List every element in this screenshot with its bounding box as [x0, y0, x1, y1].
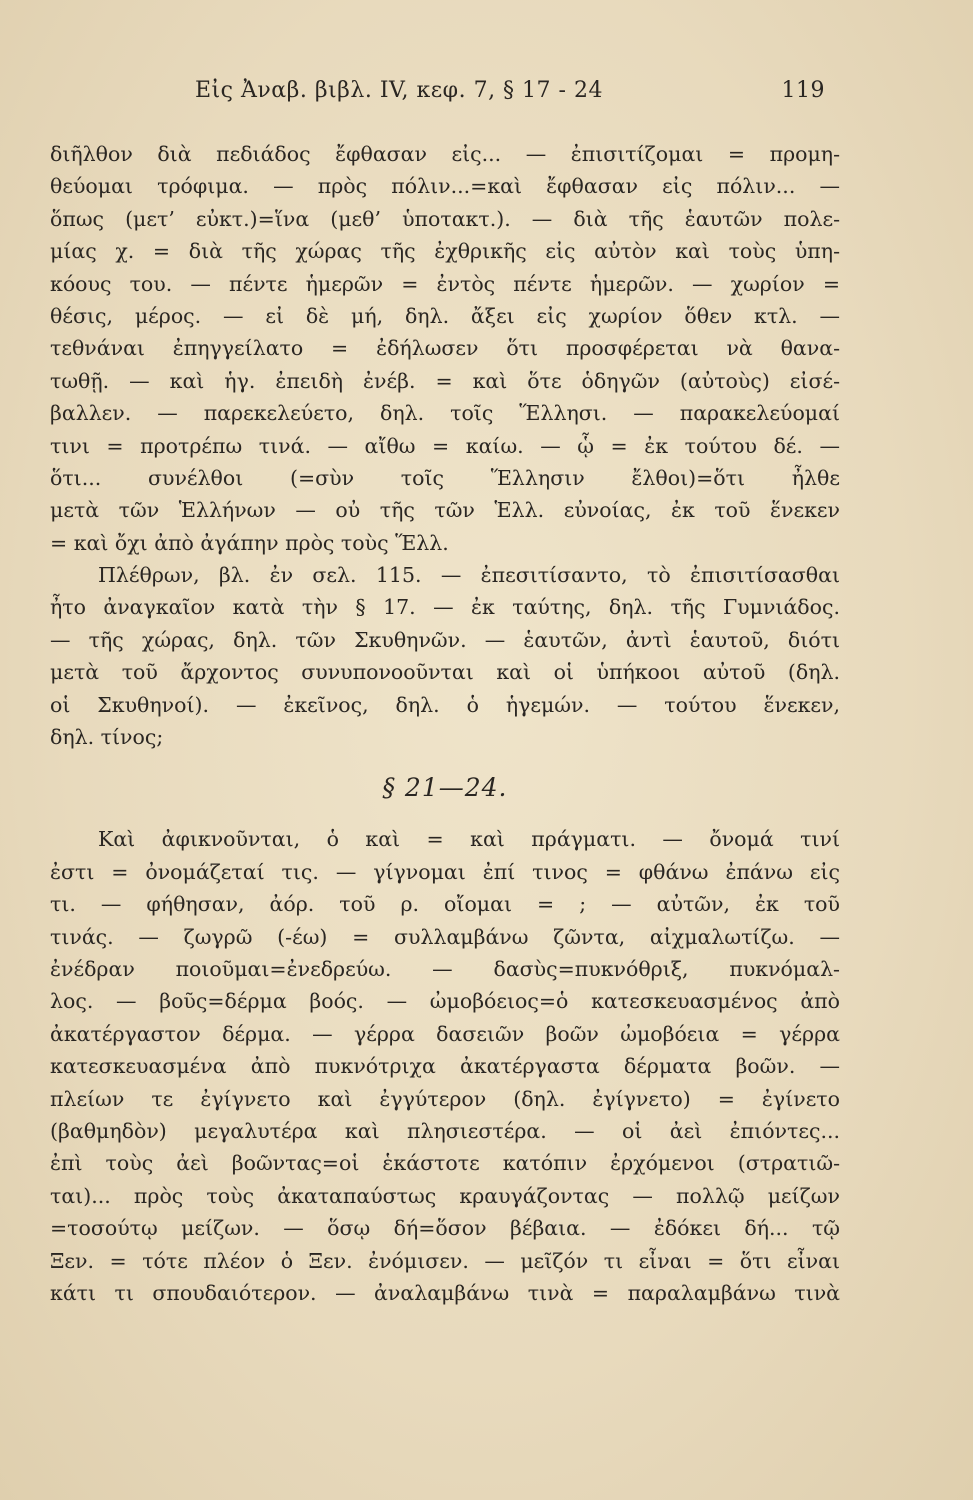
- text-line: μετὰ τοῦ ἄρχοντος συνυπονοοῦνται καὶ οἱ ὑπήκοοι αὐτοῦ (δηλ.: [50, 660, 840, 685]
- text-line: δηλ. τίνος;: [50, 725, 164, 750]
- text-line: βαλλεν. — παρεκελεύετο, δηλ. τοῖς Ἕλλησι. — παρακελεύομαί: [50, 401, 840, 426]
- text-line: κάτι τι σπουδαιότερον. — ἀναλαμβάνω τινὰ = παραλαμβάνω τινὰ: [50, 1280, 840, 1305]
- text-line: — τῆς χώρας, δηλ. τῶν Σκυθηνῶν. — ἑαυτῶν, ἀντὶ ἑαυτοῦ, διότι: [50, 627, 840, 652]
- text-line: ὅπως (μετ’ εὐκτ.)=ἵνα (μεθ’ ὑποτακτ.). — διὰ τῆς ἑαυτῶν πολε-: [50, 206, 840, 231]
- text-line: μίας χ. = διὰ τῆς χώρας τῆς ἐχθρικῆς εἰς αὐτὸν καὶ τοὺς ὑπη-: [50, 239, 840, 264]
- text-line: τωθῇ. — καὶ ἡγ. ἐπειδὴ ἐνέβ. = καὶ ὅτε ὁδηγῶν (αὐτοὺς) εἰσέ-: [50, 368, 840, 393]
- text-line: Καὶ ἀφικνοῦνται, ὁ καὶ = καὶ πράγματι. — ὄνομά τινί: [98, 827, 840, 852]
- text-line: θέσις, μέρος. — εἰ δὲ μή, δηλ. ἄξει εἰς χωρίον ὅθεν κτλ. —: [50, 303, 840, 328]
- text-line: = καὶ ὄχι ἀπὸ ἀγάπην πρὸς τοὺς Ἕλλ.: [50, 530, 449, 555]
- text-line: διῆλθον διὰ πεδιάδος ἔφθασαν εἰς... — ἐπισιτίζομαι = προμη-: [50, 142, 840, 166]
- text-line: ὅτι... συνέλθοι (=σὺν τοῖς Ἕλλησιν ἔλθοι)=ὅτι ἦλθε: [50, 465, 840, 490]
- commentary-block-1: [50, 138, 840, 753]
- text-line: =τοσούτῳ μείζων. — ὅσῳ δή=ὅσον βέβαια. — ἐδόκει δή... τῷ: [50, 1216, 840, 1241]
- text-line: θεύομαι τρόφιμα. — πρὸς πόλιν...=καὶ ἔφθασαν εἰς πόλιν... —: [50, 174, 840, 199]
- text-line: Πλέθρων, βλ. ἐν σελ. 115. — ἐπεσιτίσαντο, τὸ ἐπισιτίσασθαι: [98, 563, 840, 588]
- text-line: τεθνάναι ἐπηγγείλατο = ἐδήλωσεν ὅτι προσφέρεται νὰ θανα-: [50, 336, 840, 361]
- text-line: κατεσκευασμένα ἀπὸ πυκνότριχα ἀκατέργαστα δέρματα βοῶν. —: [50, 1054, 840, 1079]
- commentary-block-2: [50, 823, 840, 1309]
- text-line: ἐστι = ὀνομάζεταί τις. — γίγνομαι ἐπί τινος = φθάνω ἐπάνω εἰς: [50, 859, 840, 884]
- text-line: κόους του. — πέντε ἡμερῶν = ἐντὸς πέντε ἡμερῶν. — χωρίον =: [50, 271, 840, 296]
- text-line: ἀκατέργαστον δέρμα. — γέρρα δασειῶν βοῶν ὠμοβόεια = γέρρα: [50, 1021, 840, 1046]
- text-line: οἱ Σκυθηνοί). — ἐκεῖνος, δηλ. ὁ ἡγεμών. — τούτου ἕνεκεν,: [50, 692, 840, 717]
- text-line: πλείων τε ἐγίγνετο καὶ ἐγγύτερον (δηλ. ἐγίγνετο) = ἐγίνετο: [50, 1086, 840, 1111]
- text-line: ἐνέδραν ποιοῦμαι=ἐνεδρεύω. — δασὺς=πυκνόθριξ, πυκνόμαλ-: [50, 956, 840, 981]
- text-line: λος. — βοῦς=δέρμα βοός. — ὠμοβόειος=ὁ κατεσκευασμένος ἀπὸ: [50, 989, 840, 1014]
- text-line: (βαθμηδὸν) μεγαλυτέρα καὶ πλησιεστέρα. — οἱ ἀεὶ ἐπιόντες...: [50, 1118, 840, 1143]
- text-line: μετὰ τῶν Ἑλλήνων — οὐ τῆς τῶν Ἑλλ. εὐνοίας, ἐκ τοῦ ἕνεκεν: [50, 498, 840, 523]
- header-title: Εἰς Ἀναβ. βιβλ. IV, κεφ. 7, § 17 - 24: [195, 78, 603, 103]
- text-line: ἐπὶ τοὺς ἀεὶ βοῶντας=οἱ ἑκάστοτε κατόπιν ἐρχόμενοι (στρατιῶ-: [50, 1151, 840, 1176]
- running-header: [195, 78, 825, 118]
- section-heading: § 21—24.: [382, 773, 508, 803]
- commentary-body: [50, 138, 840, 1309]
- text-line: τινάς. — ζωγρῶ (-έω) = συλλαμβάνω ζῶντα, αἰχμαλωτίζω. —: [50, 924, 840, 949]
- text-line: τι. — φήθησαν, ἀόρ. τοῦ ρ. οἴομαι = ; — αὐτῶν, ἐκ τοῦ: [50, 892, 840, 917]
- page-number: 119: [781, 78, 825, 103]
- text-line: Ξεν. = τότε πλέον ὁ Ξεν. ἐνόμισεν. — μεῖζόν τι εἶναι = ὅτι εἶναι: [50, 1248, 840, 1273]
- text-line: τινι = προτρέπω τινά. — αἴθω = καίω. — ᾧ = ἐκ τούτου δέ. —: [50, 433, 840, 458]
- text-line: ἦτο ἀναγκαῖον κατὰ τὴν § 17. — ἐκ ταύτης, δηλ. τῆς Γυμνιάδος.: [50, 595, 840, 620]
- text-line: ται)... πρὸς τοὺς ἀκαταπαύστως κραυγάζοντας — πολλῷ μείζων: [50, 1183, 840, 1208]
